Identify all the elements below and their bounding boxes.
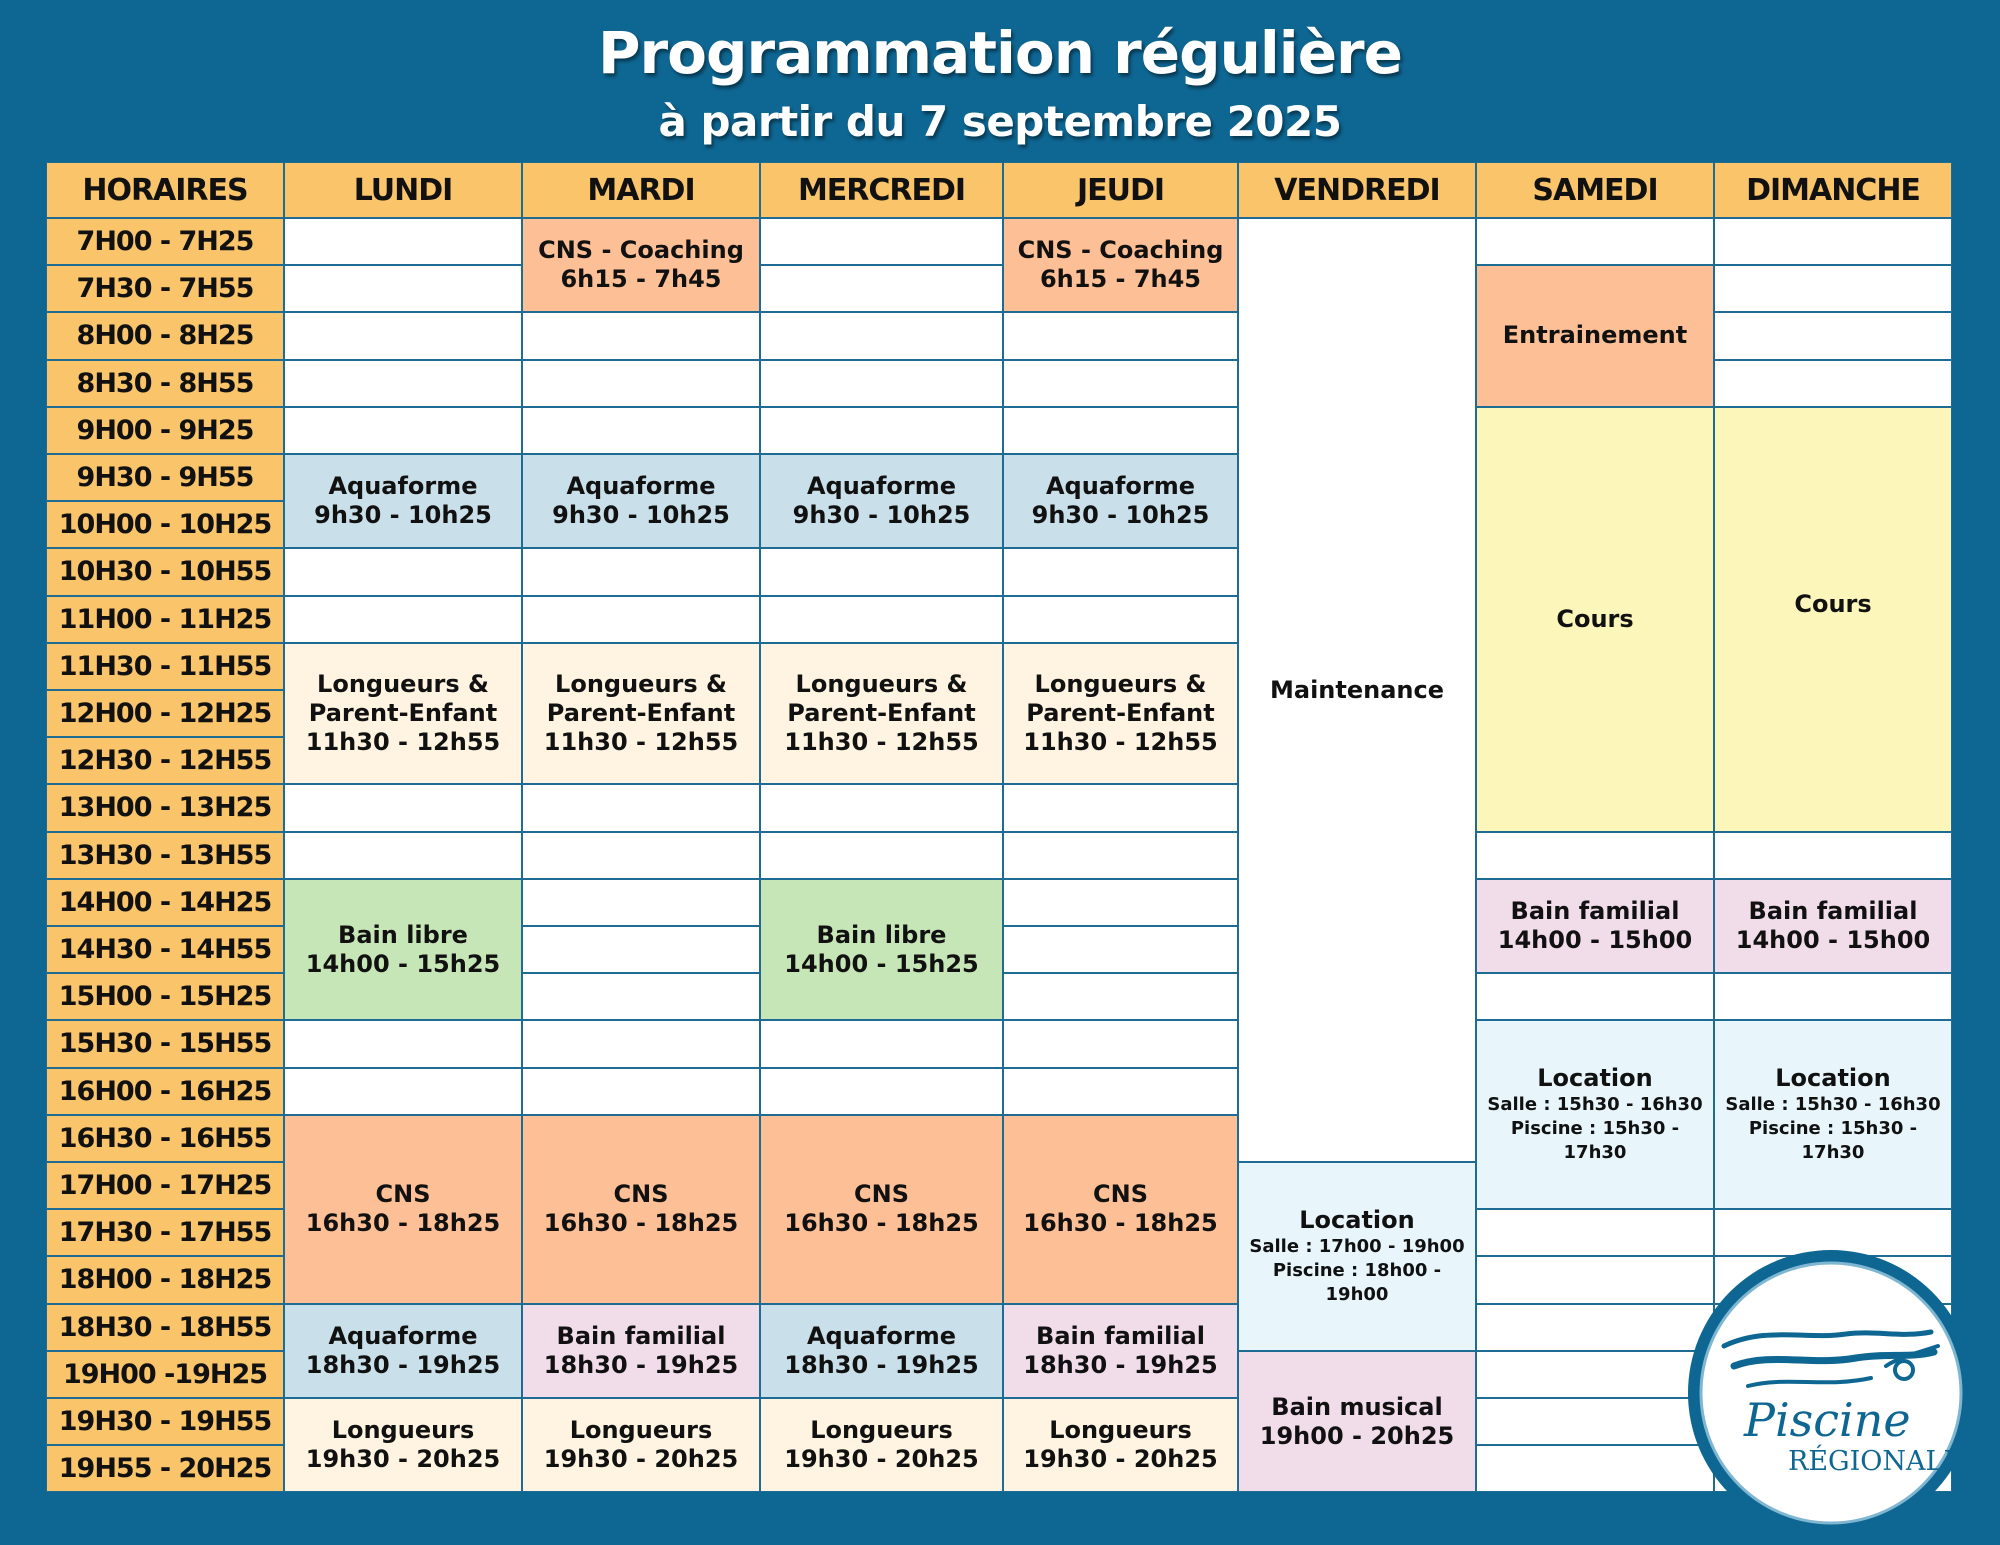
time-slot-label: 19H55 - 20H25: [58, 1453, 272, 1485]
empty-slot: [1476, 218, 1714, 265]
event-bain-musical[interactable]: [1238, 1351, 1476, 1493]
empty-slot: [1714, 973, 1952, 1020]
event-line: 18h30 - 19h25: [305, 1350, 501, 1379]
event-bain-familial[interactable]: [522, 1304, 760, 1398]
time-slot: [46, 879, 284, 926]
empty-slot: [522, 548, 760, 595]
day-label: MARDI: [587, 172, 695, 208]
event-longueurs[interactable]: [760, 1398, 1003, 1492]
empty-slot: [522, 312, 760, 359]
time-slot: [46, 265, 284, 312]
event-detail: Piscine : 15h30 - 17h30: [1748, 1118, 1918, 1164]
time-slot-label: 14H30 - 14H55: [58, 934, 272, 966]
empty-slot: [1003, 1068, 1238, 1115]
event-line: 14h00 - 15h25: [305, 949, 501, 978]
empty-slot: [760, 784, 1003, 831]
event-aquaforme[interactable]: [760, 1304, 1003, 1398]
empty-slot: [1003, 926, 1238, 973]
time-slot-label: 12H00 - 12H25: [58, 698, 272, 730]
event-line: Longueurs: [331, 1416, 475, 1445]
time-slot: [46, 1351, 284, 1398]
empty-slot: [1714, 265, 1952, 312]
event-line: 9h30 - 10h25: [792, 501, 971, 530]
empty-slot: [522, 832, 760, 879]
empty-slot: [1476, 1351, 1714, 1398]
empty-slot: [284, 1068, 522, 1115]
event-line: 18h30 - 19h25: [1023, 1350, 1218, 1379]
event-bain-familial[interactable]: [1003, 1304, 1238, 1398]
empty-slot: [1003, 548, 1238, 595]
event-cns[interactable]: [1003, 1115, 1238, 1304]
event-line: Bain musical: [1271, 1392, 1443, 1421]
empty-slot: [760, 596, 1003, 643]
event-line: 11h30 - 12h55: [1023, 728, 1218, 757]
empty-slot: [522, 1068, 760, 1115]
event-line: 9h30 - 10h25: [552, 501, 730, 530]
time-slot: [46, 1068, 284, 1115]
event-longueurs[interactable]: [760, 643, 1003, 785]
event-line: Longueurs &: [1034, 670, 1207, 699]
event-line: 14h00 - 15h25: [784, 949, 979, 978]
empty-slot: [760, 1068, 1003, 1115]
event-line: 6h15 - 7h45: [560, 265, 722, 294]
event-aquaforme[interactable]: [284, 1304, 522, 1398]
event-line: Aquaforme: [566, 472, 716, 501]
time-slot: [46, 926, 284, 973]
time-slot-label: 15H30 - 15H55: [58, 1028, 272, 1060]
header-day-dimanche: [1714, 162, 1952, 218]
event-line: Bain libre: [816, 920, 947, 949]
event-line: 16h30 - 18h25: [305, 1209, 501, 1238]
empty-slot: [284, 360, 522, 407]
time-slot: [46, 454, 284, 501]
header-day-mardi: [522, 162, 760, 218]
time-slot: [46, 360, 284, 407]
empty-slot: [1003, 1020, 1238, 1067]
empty-slot: [1476, 973, 1714, 1020]
empty-slot: [522, 1020, 760, 1067]
day-label: MERCREDI: [797, 172, 966, 208]
time-slot-label: 19H30 - 19H55: [58, 1406, 272, 1438]
event-detail: Salle : 15h30 - 16h30: [1487, 1094, 1703, 1116]
event-line: Aquaforme: [328, 1321, 478, 1350]
event-line: Maintenance: [1269, 675, 1444, 704]
event-line: Parent-Enfant: [787, 699, 976, 728]
event-bain-familial[interactable]: [1714, 879, 1952, 973]
empty-slot: [1003, 312, 1238, 359]
event-line: Longueurs: [569, 1416, 713, 1445]
header-horaires-label: HORAIRES: [82, 172, 248, 208]
time-slot-label: 13H00 - 13H25: [58, 792, 272, 824]
event-line: Bain familial: [1748, 896, 1918, 925]
event-aquaforme[interactable]: [284, 454, 522, 548]
empty-slot: [1003, 407, 1238, 454]
event-line: 11h30 - 12h55: [305, 728, 501, 757]
time-slot-label: 12H30 - 12H55: [58, 745, 272, 777]
event-maintenance[interactable]: [1238, 218, 1476, 1162]
event-cns[interactable]: [284, 1115, 522, 1304]
event-line: Bain familial: [1036, 1321, 1205, 1350]
event-cours[interactable]: [1476, 407, 1714, 832]
event-line: 19h30 - 20h25: [543, 1445, 739, 1474]
time-slot: [46, 1020, 284, 1067]
event-line: Aquaforme: [806, 1321, 957, 1350]
event-longueurs[interactable]: [522, 1398, 760, 1492]
event-cns-coaching[interactable]: [1003, 218, 1238, 312]
event-line: CNS - Coaching: [1017, 236, 1224, 265]
page-title: Programmation régulière: [598, 19, 1402, 87]
event-line: Aquaforme: [1045, 472, 1196, 501]
event-line: 19h30 - 20h25: [784, 1445, 979, 1474]
event-line: Bain familial: [556, 1321, 726, 1350]
empty-slot: [284, 832, 522, 879]
event-cours[interactable]: [1714, 407, 1952, 832]
empty-slot: [760, 407, 1003, 454]
time-slot: [46, 548, 284, 595]
event-longueurs[interactable]: [284, 1398, 522, 1492]
day-label: LUNDI: [353, 172, 453, 208]
time-slot: [46, 784, 284, 831]
event-line: CNS: [613, 1180, 669, 1209]
time-slot-label: 18H00 - 18H25: [58, 1264, 272, 1296]
empty-slot: [522, 973, 760, 1020]
empty-slot: [522, 407, 760, 454]
event-line: 16h30 - 18h25: [1023, 1209, 1218, 1238]
header-horaires: [46, 162, 284, 218]
event-line: 14h00 - 15h00: [1735, 925, 1931, 954]
event-longueurs[interactable]: [284, 643, 522, 785]
event-location[interactable]: [1714, 1020, 1952, 1209]
empty-slot: [1714, 218, 1952, 265]
time-slot: [46, 1162, 284, 1209]
event-location[interactable]: [1238, 1162, 1476, 1351]
event-line: Bain libre: [338, 920, 468, 949]
event-line: CNS - Coaching: [538, 236, 744, 265]
day-label: JEUDI: [1076, 172, 1165, 208]
event-bain-familial[interactable]: [1476, 879, 1714, 973]
empty-slot: [760, 312, 1003, 359]
event-line: Longueurs: [1049, 1416, 1192, 1445]
header-day-mercredi: [760, 162, 1003, 218]
event-line: CNS: [375, 1180, 431, 1209]
time-slot: [46, 1209, 284, 1256]
event-detail: Salle : 17h00 - 19h00: [1249, 1235, 1465, 1257]
empty-slot: [1714, 360, 1952, 407]
empty-slot: [1003, 596, 1238, 643]
event-longueurs[interactable]: [1003, 643, 1238, 785]
event-bain-libre[interactable]: [760, 879, 1003, 1021]
event-line: 16h30 - 18h25: [784, 1209, 979, 1238]
event-detail: Piscine : 18h00 - 19h00: [1272, 1259, 1442, 1305]
time-slot: [46, 643, 284, 690]
empty-slot: [284, 784, 522, 831]
empty-slot: [760, 265, 1003, 312]
header-day-lundi: [284, 162, 522, 218]
event-line: Parent-Enfant: [1026, 699, 1215, 728]
time-slot-label: 16H00 - 16H25: [58, 1075, 272, 1107]
day-label: SAMEDI: [1532, 172, 1658, 208]
empty-slot: [284, 1020, 522, 1067]
time-slot: [46, 973, 284, 1020]
empty-slot: [1003, 360, 1238, 407]
empty-slot: [284, 218, 522, 265]
empty-slot: [1476, 1398, 1714, 1445]
time-slot: [46, 501, 284, 548]
empty-slot: [760, 548, 1003, 595]
event-aquaforme[interactable]: [1003, 454, 1238, 548]
empty-slot: [760, 360, 1003, 407]
time-slot-label: 16H30 - 16H55: [58, 1122, 272, 1154]
event-cns-coaching[interactable]: [522, 218, 760, 312]
event-line: 19h30 - 20h25: [1023, 1445, 1218, 1474]
event-longueurs[interactable]: [1003, 1398, 1238, 1492]
event-line: Longueurs &: [555, 670, 727, 699]
event-line: Location: [1299, 1205, 1415, 1234]
event-line: 19h30 - 20h25: [305, 1445, 501, 1474]
empty-slot: [1003, 879, 1238, 926]
empty-slot: [522, 926, 760, 973]
time-slot: [46, 1445, 284, 1492]
empty-slot: [760, 832, 1003, 879]
event-line: 18h30 - 19h25: [784, 1350, 979, 1379]
event-detail: Salle : 15h30 - 16h30: [1725, 1094, 1941, 1116]
time-slot-label: 17H30 - 17H55: [58, 1217, 272, 1249]
time-slot: [46, 596, 284, 643]
empty-slot: [1714, 312, 1952, 359]
header-day-jeudi: [1003, 162, 1238, 218]
empty-slot: [1476, 832, 1714, 879]
day-label: DIMANCHE: [1746, 172, 1920, 208]
empty-slot: [284, 548, 522, 595]
event-line: CNS: [1093, 1180, 1148, 1209]
event-line: 6h15 - 7h45: [1039, 265, 1202, 294]
event-line: Longueurs &: [317, 670, 489, 699]
empty-slot: [522, 784, 760, 831]
event-line: Location: [1775, 1064, 1891, 1093]
time-slot-label: 17H00 - 17H25: [58, 1170, 272, 1202]
event-detail: Piscine : 15h30 - 17h30: [1510, 1118, 1680, 1164]
event-line: Cours: [1794, 589, 1872, 618]
logo-subtitle: RÉGIONALE: [1788, 1446, 1964, 1477]
empty-slot: [1476, 1256, 1714, 1303]
empty-slot: [522, 596, 760, 643]
time-slot-label: 10H30 - 10H55: [58, 556, 272, 588]
time-slot-label: 8H00 - 8H25: [76, 320, 254, 352]
time-slot: [46, 218, 284, 265]
time-slot-label: 10H00 - 10H25: [58, 509, 272, 541]
header-day-vendredi: [1238, 162, 1476, 218]
event-line: 11h30 - 12h55: [784, 728, 979, 757]
event-line: 16h30 - 18h25: [543, 1209, 739, 1238]
empty-slot: [760, 1020, 1003, 1067]
time-slot-label: 18H30 - 18H55: [58, 1311, 272, 1343]
empty-slot: [1476, 1445, 1714, 1492]
time-slot: [46, 832, 284, 879]
day-label: VENDREDI: [1274, 172, 1440, 208]
event-cns[interactable]: [522, 1115, 760, 1304]
event-line: Parent-Enfant: [546, 699, 736, 728]
event-location[interactable]: [1476, 1020, 1714, 1209]
header-day-samedi: [1476, 162, 1714, 218]
time-slot-label: 11H30 - 11H55: [58, 650, 272, 682]
empty-slot: [522, 879, 760, 926]
event-line: 19h00 - 20h25: [1259, 1421, 1455, 1450]
event-aquaforme[interactable]: [760, 454, 1003, 548]
event-bain-libre[interactable]: [284, 879, 522, 1021]
piscine-regionale-logo: [1686, 1248, 1976, 1538]
event-line: 9h30 - 10h25: [1031, 501, 1210, 530]
time-slot: [46, 1398, 284, 1445]
time-slot-label: 9H30 - 9H55: [76, 462, 254, 494]
empty-slot: [1476, 1209, 1714, 1256]
event-line: Cours: [1556, 604, 1634, 633]
empty-slot: [1714, 832, 1952, 879]
page-subtitle: à partir du 7 septembre 2025: [658, 97, 1342, 146]
empty-slot: [522, 360, 760, 407]
time-slot: [46, 690, 284, 737]
event-line: Longueurs: [810, 1416, 953, 1445]
time-slot-label: 7H30 - 7H55: [76, 273, 254, 305]
event-aquaforme[interactable]: [522, 454, 760, 548]
event-line: 11h30 - 12h55: [543, 728, 739, 757]
time-slot: [46, 312, 284, 359]
event-line: Location: [1537, 1064, 1653, 1093]
event-line: 18h30 - 19h25: [543, 1350, 739, 1379]
event-cns[interactable]: [760, 1115, 1003, 1304]
time-slot-label: 8H30 - 8H55: [76, 367, 254, 399]
event-line: Bain familial: [1510, 896, 1680, 925]
empty-slot: [284, 596, 522, 643]
time-slot-label: 15H00 - 15H25: [58, 981, 272, 1013]
empty-slot: [284, 407, 522, 454]
time-slot-label: 11H00 - 11H25: [58, 603, 272, 635]
event-line: Longueurs &: [795, 670, 968, 699]
event-line: Entrainement: [1502, 321, 1688, 350]
time-slot: [46, 407, 284, 454]
empty-slot: [1003, 973, 1238, 1020]
time-slot-label: 19H00 -19H25: [62, 1358, 268, 1390]
time-slot-label: 13H30 - 13H55: [58, 839, 272, 871]
empty-slot: [1003, 832, 1238, 879]
time-slot-label: 14H00 - 14H25: [58, 886, 272, 918]
event-entrainement[interactable]: [1476, 265, 1714, 407]
event-longueurs[interactable]: [522, 643, 760, 785]
time-slot: [46, 1304, 284, 1351]
event-line: Parent-Enfant: [308, 699, 498, 728]
time-slot: [46, 1256, 284, 1303]
event-line: CNS: [854, 1180, 909, 1209]
empty-slot: [760, 218, 1003, 265]
time-slot: [46, 1115, 284, 1162]
time-slot-label: 9H00 - 9H25: [76, 414, 254, 446]
time-slot: [46, 737, 284, 784]
time-slot-label: 7H00 - 7H25: [76, 226, 254, 258]
empty-slot: [284, 312, 522, 359]
empty-slot: [284, 265, 522, 312]
logo-name: Piscine: [1744, 1393, 1911, 1447]
event-line: 9h30 - 10h25: [314, 501, 492, 530]
event-line: Aquaforme: [328, 472, 478, 501]
empty-slot: [1476, 1304, 1714, 1351]
event-line: Aquaforme: [806, 472, 957, 501]
event-line: 14h00 - 15h00: [1497, 925, 1693, 954]
empty-slot: [1003, 784, 1238, 831]
